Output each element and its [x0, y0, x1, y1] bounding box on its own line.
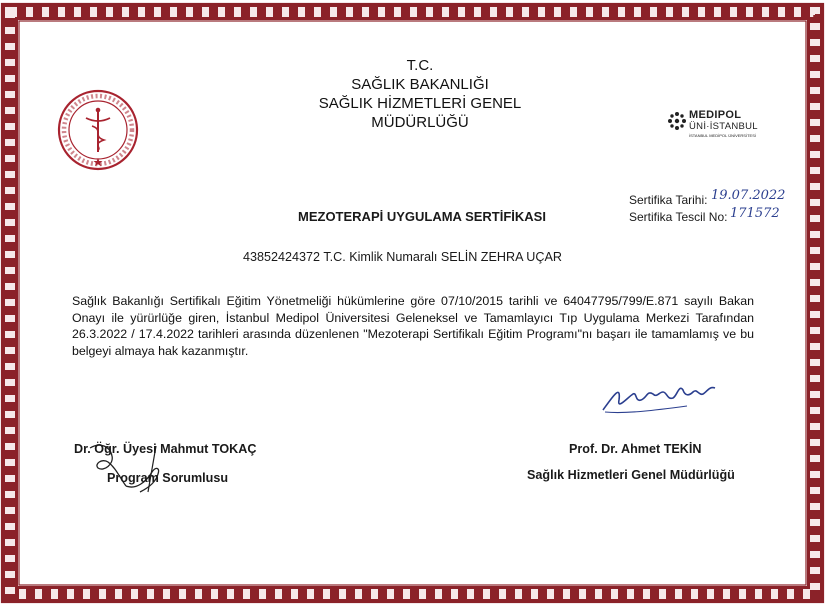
header-directorate: SAĞLIK HİZMETLERİ GENEL — [318, 95, 522, 112]
medipol-name: MEDIPOL — [689, 109, 742, 121]
right-signatory-title: Sağlık Hizmetleri Genel Müdürlüğü — [527, 468, 735, 482]
holder-id-label: T.C. Kimlik Numaralı — [323, 250, 438, 264]
header-ministry: SAĞLIK BAKANLIĞI — [351, 76, 489, 93]
left-signatory-title: Program Sorumlusu — [107, 471, 229, 485]
left-signatory-name: Dr. Öğr. Üyesi Mahmut TOKAÇ — [74, 442, 257, 456]
holder-name: SELİN ZEHRA UÇAR — [440, 250, 562, 264]
certificate-date-label: Sertifika Tarihi: — [629, 193, 708, 207]
certificate-date-value: 19.07.2022 — [711, 188, 786, 203]
medipol-subtitle: ÜNİ·İSTANBUL — [689, 121, 758, 132]
certificate-title: MEZOTERAPİ UYGULAMA SERTİFİKASI — [298, 209, 546, 224]
certificate-body: Sağlık Bakanlığı Sertifikalı Eğitim Yönetmeliği hükümlerine göre 07/10/2015 tarihli ve 64047795/799/E.871 sayılı Bakan Onayı ile yürürlüğe giren, İstanbul Medipol Üniversitesi Geleneksel ve Tamamlayıcı Tıp Uygulama Merkezi Tarafından 26.3.2022 / 17.4.2022 tarihleri arasında düzenlenen "Mezoterapi Sertifikalı Eğitim Programı"nı başarı ile tamamlamış ve bu belgeyi almaya hak kazanmıştır. — [72, 294, 754, 358]
holder-id-number: 43852424372 — [243, 250, 321, 264]
right-signatory-name: Prof. Dr. Ahmet TEKİN — [569, 442, 702, 456]
ministry-seal-icon — [56, 88, 140, 172]
header-tc: T.C. — [406, 57, 434, 74]
medipol-fineprint: İSTANBUL MEDİPOL ÜNİVERSİTESİ — [689, 133, 756, 138]
certificate-reg-label: Sertifika Tescil No: — [629, 210, 728, 224]
holder-line — [243, 250, 562, 264]
certificate-reg-value: 171572 — [730, 206, 780, 221]
medipol-logo-icon — [667, 111, 687, 131]
right-signature-icon — [597, 370, 737, 420]
header-directorate-2: MÜDÜRLÜĞÜ — [371, 114, 469, 131]
